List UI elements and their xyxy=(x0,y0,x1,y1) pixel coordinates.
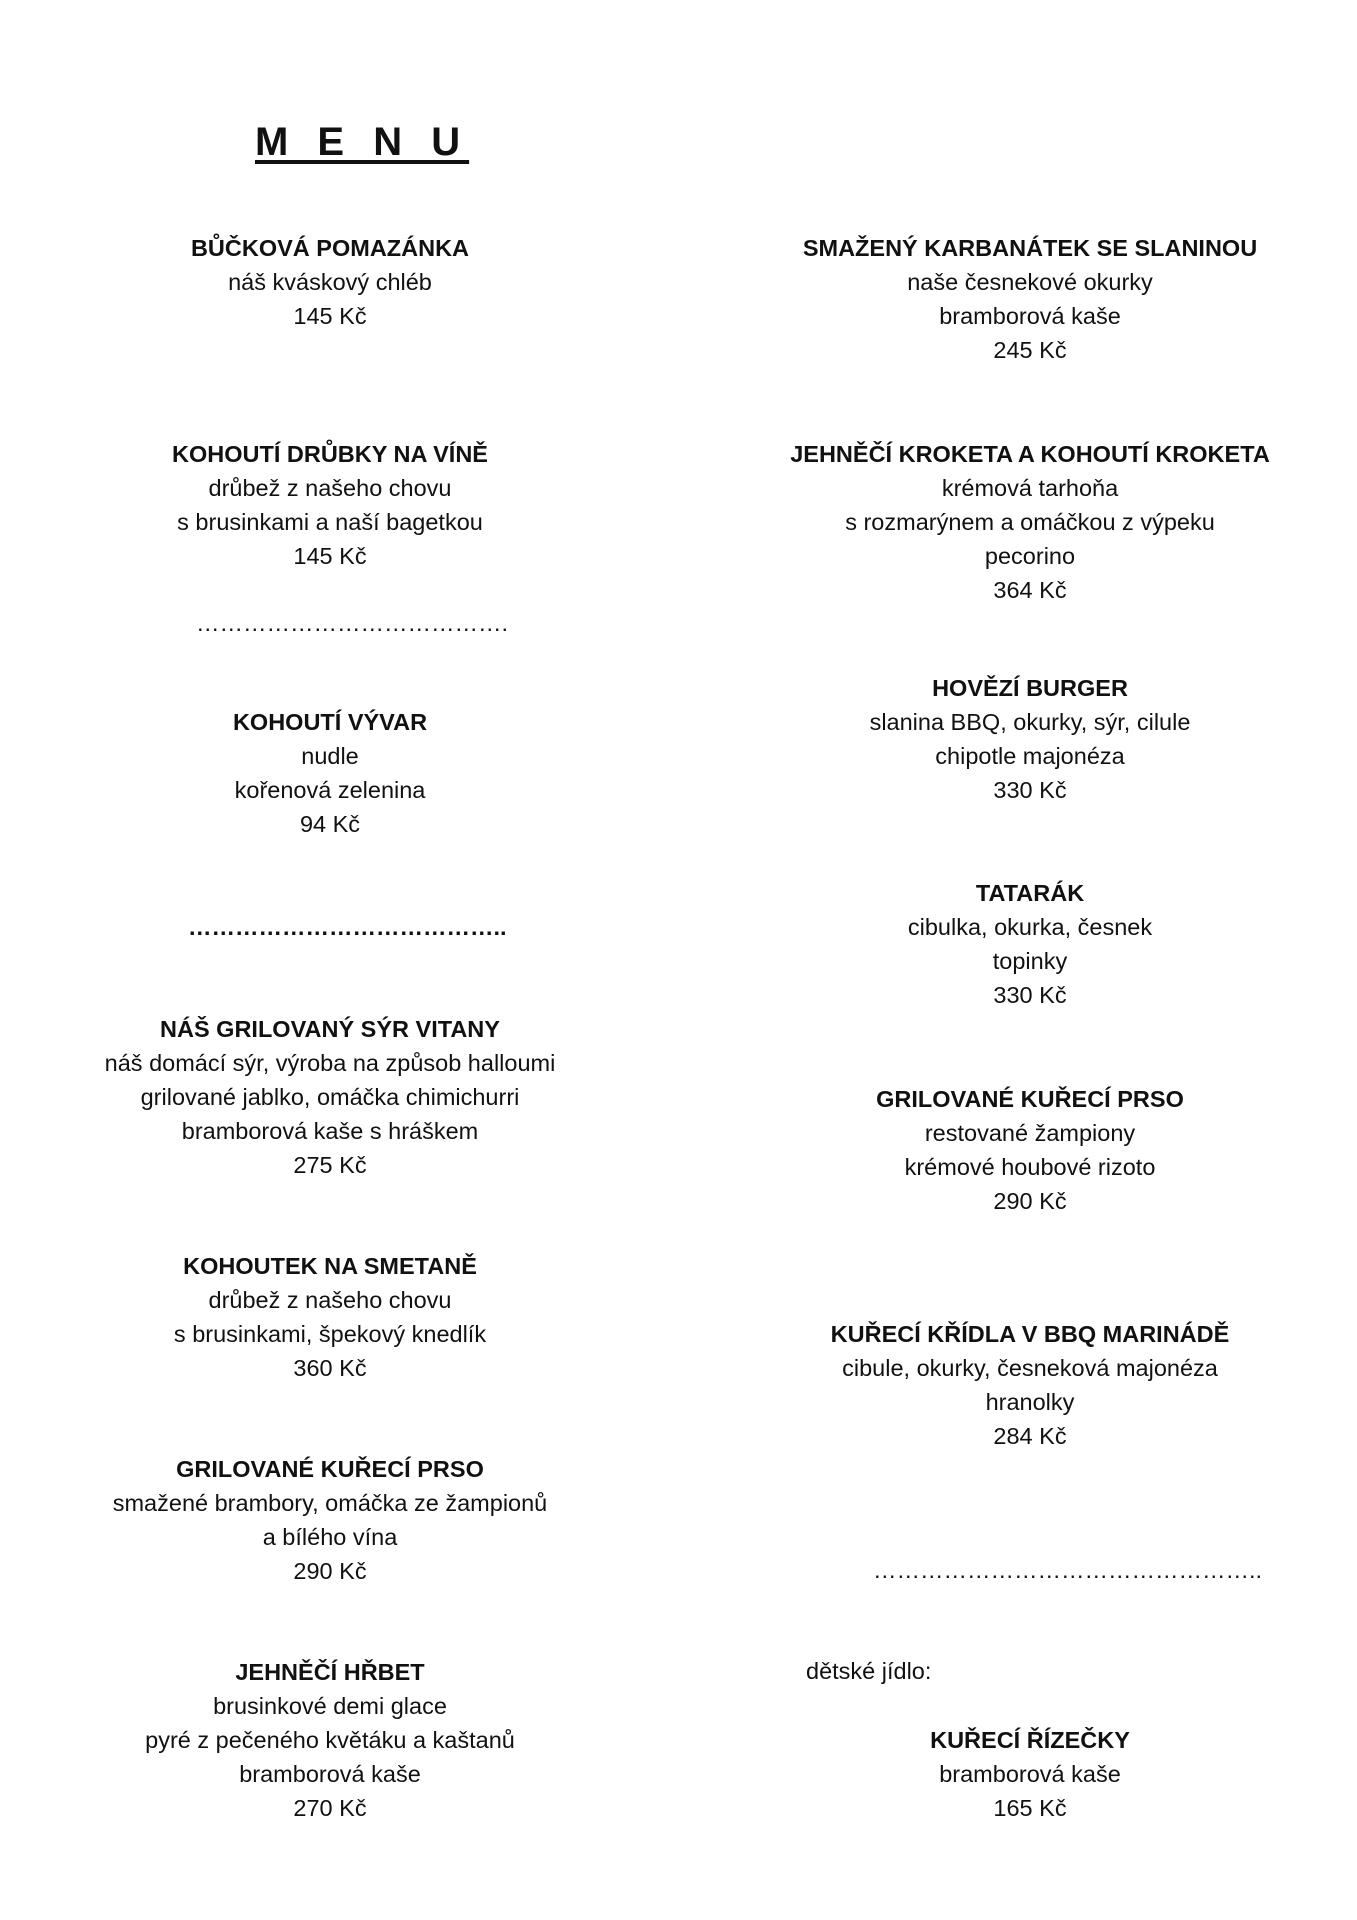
dish-name: KUŘECÍ KŘÍDLA V BBQ MARINÁDĚ xyxy=(830,1321,1230,1347)
dish-name: KOHOUTÍ VÝVAR xyxy=(232,709,428,735)
dish-description: smažené brambory, omáčka ze žampionů xyxy=(112,1490,548,1516)
dish-description: hranolky xyxy=(985,1389,1075,1415)
dish-name: KOHOUTÍ DRŮBKY NA VÍNĚ xyxy=(172,441,488,467)
dish-price: 290 Kč xyxy=(993,1188,1067,1214)
dish-description: krémová tarhoňa xyxy=(941,475,1119,501)
menu-item xyxy=(760,231,1300,367)
dish-description: s brusinkami, špekový knedlík xyxy=(173,1321,487,1347)
menu-item xyxy=(760,437,1300,607)
dish-name: GRILOVANÉ KUŘECÍ PRSO xyxy=(176,1456,484,1482)
dish-description: chipotle majonéza xyxy=(935,743,1125,769)
dish-price: 290 Kč xyxy=(293,1558,367,1584)
dish-name: GRILOVANÉ KUŘECÍ PRSO xyxy=(876,1086,1184,1112)
menu-item xyxy=(60,1012,600,1182)
menu-title: M E N U xyxy=(255,120,470,164)
dish-price: 270 Kč xyxy=(293,1795,367,1821)
dish-price: 165 Kč xyxy=(993,1795,1067,1821)
dish-description: topinky xyxy=(992,948,1068,974)
menu-item xyxy=(760,671,1300,807)
dish-description: s brusinkami a naší bagetkou xyxy=(177,509,483,535)
dish-description: a bílého vína xyxy=(262,1524,398,1550)
menu-item xyxy=(60,437,600,573)
dish-price: 275 Kč xyxy=(293,1152,367,1178)
separator-dots: ………………………………………….. xyxy=(873,1557,1263,1583)
dish-description: kořenová zelenina xyxy=(234,777,426,803)
dish-description: brusinkové demi glace xyxy=(213,1693,447,1719)
dish-price: 145 Kč xyxy=(293,543,367,569)
dish-description: bramborová kaše xyxy=(239,1761,421,1787)
dish-description: krémové houbové rizoto xyxy=(904,1154,1156,1180)
menu-item xyxy=(60,231,600,333)
dish-price: 245 Kč xyxy=(993,337,1067,363)
dish-description: restované žampiony xyxy=(924,1120,1136,1146)
dish-description: slanina BBQ, okurky, sýr, cilule xyxy=(869,709,1191,735)
dish-name: KUŘECÍ ŘÍZEČKY xyxy=(930,1727,1130,1753)
dish-description: bramborová kaše xyxy=(939,1761,1121,1787)
dish-description: náš domácí sýr, výroba na způsob halloumi xyxy=(104,1050,556,1076)
separator-dots: …………………………………. xyxy=(196,610,509,636)
menu-item xyxy=(60,705,600,841)
kids-section-label: dětské jídlo: xyxy=(806,1658,932,1684)
dish-description: s rozmarýnem a omáčkou z výpeku xyxy=(845,509,1215,535)
menu-item xyxy=(60,1452,600,1588)
dish-price: 360 Kč xyxy=(293,1355,367,1381)
dish-name: SMAŽENÝ KARBANÁTEK SE SLANINOU xyxy=(802,235,1258,261)
dish-price: 330 Kč xyxy=(993,777,1067,803)
dish-price: 145 Kč xyxy=(293,303,367,329)
dish-description: bramborová kaše s hráškem xyxy=(181,1118,479,1144)
dish-name: JEHNĚČÍ HŘBET xyxy=(235,1659,425,1685)
dish-price: 94 Kč xyxy=(299,811,361,837)
dish-description: cibule, okurky, česneková majonéza xyxy=(842,1355,1218,1381)
dish-price: 284 Kč xyxy=(993,1423,1067,1449)
dish-description: náš kváskový chléb xyxy=(228,269,432,295)
menu-item xyxy=(760,876,1300,1012)
dish-description: drůbež z našeho chovu xyxy=(208,1287,452,1313)
dish-description: naše česnekové okurky xyxy=(907,269,1153,295)
dish-description: bramborová kaše xyxy=(939,303,1121,329)
dish-price: 330 Kč xyxy=(993,982,1067,1008)
dish-name: KOHOUTEK NA SMETANĚ xyxy=(183,1253,477,1279)
dish-price: 364 Kč xyxy=(993,577,1067,603)
menu-item xyxy=(60,1249,600,1385)
dish-name: JEHNĚČÍ KROKETA A KOHOUTÍ KROKETA xyxy=(790,441,1270,467)
dish-description: nudle xyxy=(301,743,359,769)
dish-description: pyré z pečeného květáku a kaštanů xyxy=(145,1727,515,1753)
dish-description: drůbež z našeho chovu xyxy=(208,475,452,501)
separator-dots: ………………………………….. xyxy=(188,914,507,940)
menu-item xyxy=(60,1655,600,1825)
dish-description: cibulka, okurka, česnek xyxy=(907,914,1153,940)
dish-name: TATARÁK xyxy=(975,880,1085,906)
menu-item xyxy=(760,1082,1300,1218)
menu-item xyxy=(760,1317,1300,1453)
dish-name: HOVĚZÍ BURGER xyxy=(932,675,1128,701)
dish-name: NÁŠ GRILOVANÝ SÝR VITANY xyxy=(160,1016,500,1042)
dish-description: grilované jablko, omáčka chimichurri xyxy=(140,1084,520,1110)
dish-name: BŮČKOVÁ POMAZÁNKA xyxy=(190,235,470,261)
dish-description: pecorino xyxy=(984,543,1076,569)
menu-item xyxy=(760,1723,1300,1825)
